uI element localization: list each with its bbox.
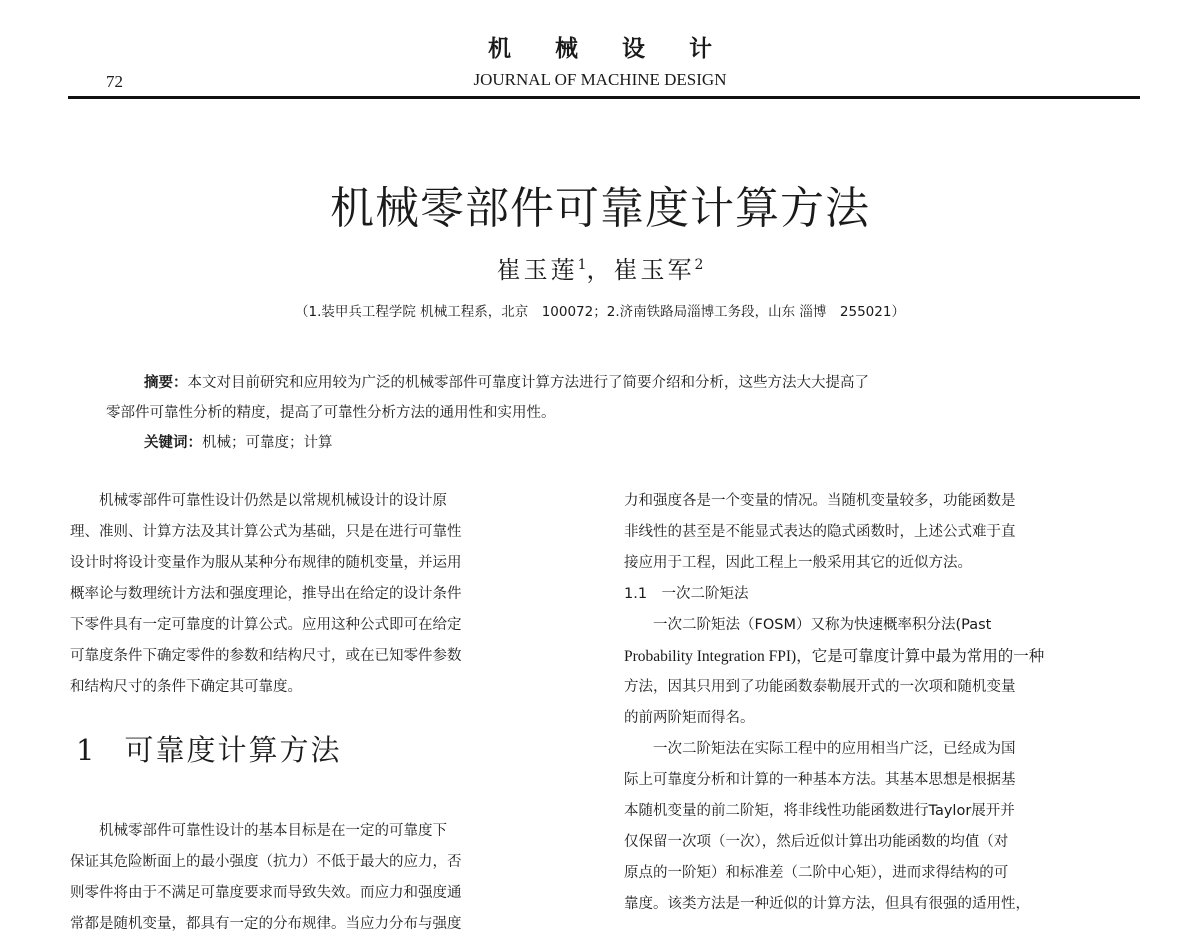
keywords-text: 机械；可靠度；计算 [202,435,333,451]
intro-line: 概率论与数理统计方法和强度理论，推导出在给定的设计条件 [70,586,462,602]
section-title: 可靠度计算方法 [124,733,342,767]
page-number: 72 [106,72,123,91]
fosm-line: Probability Integration FPI)，它是可靠度计算中最为常用的一种 [624,648,1045,665]
authors [0,250,1200,285]
author-2: 崔玉军 [613,256,695,284]
basic-line: 一次二阶矩法在实际工程中的应用相当广泛，已经成为国 [653,741,1016,757]
intro-line: 理、准则、计算方法及其计算公式为基础，只是在进行可靠性 [70,524,462,540]
abstract-line-1 [106,368,1116,398]
section-line: 则零件将由于不满足可靠度要求而导致失效。而应力和强度通 [70,885,462,901]
section-number: 1 [76,733,97,767]
keywords-label: 关键词： [144,435,202,451]
basic-line: 际上可靠度分析和计算的一种基本方法。其基本思想是根据基 [624,772,1016,788]
intro-line: 下零件具有一定可靠度的计算公式。应用这种公式即可在给定 [70,617,462,633]
journal-title-cn: 机 械 设 计 [487,36,731,62]
fosm-line: 一次二阶矩法（FOSM）又称为快速概率积分法(Past [653,617,992,633]
affiliations: （1.装甲兵工程学院 机械工程系，北京 100072；2.济南铁路局淄博工务段，山东 淄博 255021） [295,304,905,320]
abstract-label: 摘要： [144,375,188,391]
basic-line: 本随机变量的前二阶矩，将非线性功能函数进行Taylor展开并 [624,803,1015,819]
continued-line: 力和强度各是一个变量的情况。当随机变量较多，功能函数是 [624,493,1016,509]
intro-line: 和结构尺寸的条件下确定其可靠度。 [70,679,302,695]
section-line: 保证其危险断面上的最小强度（抗力）不低于最大的应力，否 [70,854,462,870]
keywords [144,428,333,458]
subsection-1-1-heading: 1.1 一次二阶矩法 [624,586,749,602]
right-column [624,486,1134,920]
section-line: 常都是随机变量，都具有一定的分布规律。当应力分布与强度 [70,916,462,932]
basic-line: 仅保留一次项（一次），然后近似计算出功能函数的均值（对 [624,834,1009,850]
fosm-line: 方法，因其只用到了功能函数泰勒展开式的一次项和随机变量 [624,679,1016,695]
continued-line: 非线性的甚至是不能显式表达的隐式函数时，上述公式难于直 [624,524,1016,540]
author-separator: ， [586,256,614,284]
abstract-text-1: 本文对目前研究和应用较为广泛的机械零部件可靠度计算方法进行了简要介绍和分析，这些方法大大提高了 [187,375,869,391]
section-line: 机械零部件可靠性设计的基本目标是在一定的可靠度下 [99,823,447,839]
intro-line: 机械零部件可靠性设计仍然是以常规机械设计的设计原 [99,493,447,509]
intro-line: 可靠度条件下确定零件的参数和结构尺寸，或在已知零件参数 [70,648,462,664]
article-title: 机械零部件可靠度计算方法 [330,183,870,234]
continued-line: 接应用于工程，因此工程上一般采用其它的近似方法。 [624,555,972,571]
section-1-heading [76,728,341,769]
author-1: 崔玉莲 [496,256,578,284]
fosm-line: 的前两阶矩而得名。 [624,710,755,726]
basic-line: 原点的一阶矩）和标准差（二阶中心矩），进而求得结构的可 [624,865,1009,881]
section-1-paragraph [70,816,580,940]
author-2-affil-mark: 2 [694,257,704,273]
header-rule [68,96,1140,99]
intro-paragraph [70,486,580,703]
journal-title-en: JOURNAL OF MACHINE DESIGN [473,70,727,89]
intro-line: 设计时将设计变量作为服从某种分布规律的随机变量，并运用 [70,555,462,571]
abstract [106,368,1116,428]
abstract-line-2: 零部件可靠性分析的精度，提高了可靠性分析方法的通用性和实用性。 [106,405,556,421]
author-1-affil-mark: 1 [577,257,587,273]
basic-line: 靠度。该类方法是一种近似的计算方法，但具有很强的适用性， [624,896,1030,912]
